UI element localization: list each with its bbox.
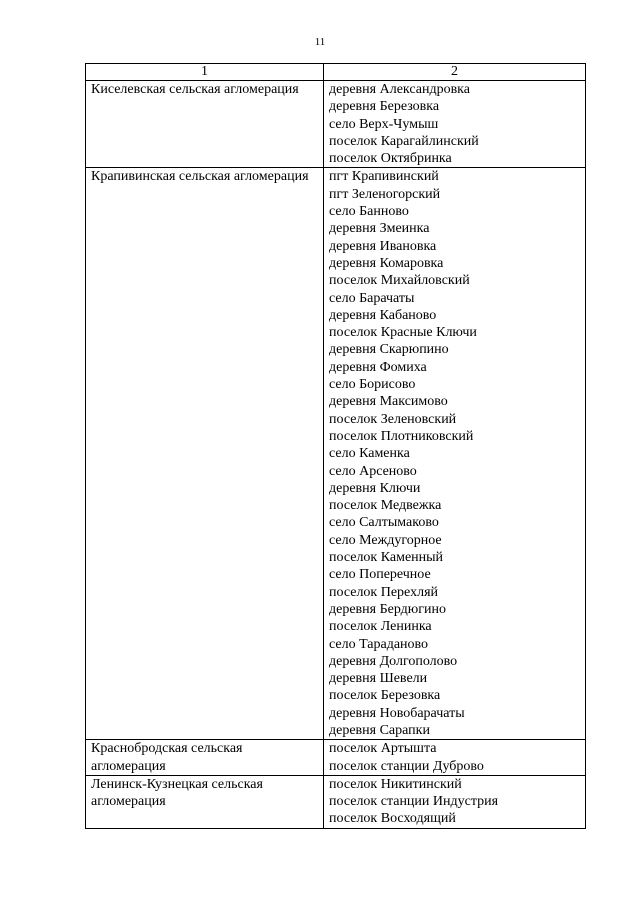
settlement-name: село Арсеново <box>329 463 417 479</box>
table-body <box>86 81 586 829</box>
settlement-name: поселок Березовка <box>329 688 441 704</box>
agglomeration-name: Крапивинская сельская агломерация <box>91 169 309 185</box>
places-cell <box>324 81 586 168</box>
places-cell <box>324 775 586 828</box>
table-row <box>86 740 586 776</box>
settlement-name: село Барачаты <box>329 290 415 306</box>
settlement-name: село Тараданово <box>329 636 429 652</box>
settlement-name: деревня Комаровка <box>329 255 444 271</box>
agglomeration-cell <box>86 168 324 740</box>
settlement-name: деревня Долгополово <box>329 653 458 669</box>
settlement-name: село Салтымаково <box>329 515 439 531</box>
settlement-name: поселок Артышта <box>329 741 437 757</box>
settlement-name: поселок Каменный <box>329 550 444 566</box>
settlement-name: поселок Медвежка <box>329 498 442 514</box>
table-row <box>86 81 586 168</box>
places-cell <box>324 740 586 776</box>
agglomeration-table <box>85 63 586 829</box>
agglomeration-cell <box>86 740 324 776</box>
settlement-name: поселок станции Дуброво <box>329 758 484 774</box>
settlement-name: деревня Шевели <box>329 671 428 687</box>
table-row <box>86 775 586 828</box>
settlement-name: деревня Бердюгино <box>329 601 446 617</box>
settlement-name: деревня Ивановка <box>329 238 437 254</box>
column-header-2: 2 <box>324 64 586 81</box>
settlement-name: деревня Ключи <box>329 480 421 496</box>
agglomeration-cell <box>86 81 324 168</box>
settlement-name: поселок Плотниковский <box>329 428 474 444</box>
agglomeration-cell <box>86 775 324 828</box>
settlement-name: деревня Максимово <box>329 394 448 410</box>
settlement-name: поселок Ленинка <box>329 619 432 635</box>
agglomeration-name: Киселевская сельская агломерация <box>91 82 299 97</box>
page-number: 11 <box>314 36 326 48</box>
settlement-name: поселок Зеленовский <box>329 411 457 427</box>
agglomeration-name: Ленинск-Кузнецкая сельская агломерация <box>91 776 263 810</box>
settlement-name: деревня Фомиха <box>329 359 427 375</box>
settlement-name: деревня Александровка <box>329 82 470 97</box>
settlement-name: село Борисово <box>329 377 416 393</box>
settlement-name: село Каменка <box>329 446 410 462</box>
settlement-name: деревня Скарюпино <box>329 342 449 358</box>
table-row <box>86 168 586 740</box>
settlement-name: пгт Зеленогорский <box>329 186 441 202</box>
table-header-row <box>86 64 586 81</box>
settlement-name: поселок Михайловский <box>329 273 470 289</box>
settlement-name: деревня Змеинка <box>329 221 430 237</box>
places-cell <box>324 168 586 740</box>
settlement-name: деревня Кабаново <box>329 307 437 323</box>
agglomeration-name: Краснобродская сельская агломерация <box>91 741 243 774</box>
settlement-name: село Верх-Чумыш <box>329 116 439 132</box>
settlement-name: поселок Красные Ключи <box>329 325 477 341</box>
settlement-name: деревня Новобарачаты <box>329 705 465 721</box>
settlement-name: пгт Крапивинский <box>329 169 439 185</box>
settlement-name: деревня Сарапки <box>329 722 430 738</box>
settlement-name: поселок станции Индустрия <box>329 794 499 810</box>
settlement-name: деревня Березовка <box>329 99 440 115</box>
settlement-name: поселок Октябринка <box>329 151 452 167</box>
settlement-name: поселок Никитинский <box>329 776 462 792</box>
settlement-name: поселок Карагайлинский <box>329 133 479 149</box>
settlement-name: поселок Восходящий <box>329 811 456 827</box>
column-header-1: 1 <box>86 64 324 81</box>
settlement-name: село Банново <box>329 204 409 220</box>
settlement-name: село Междугорное <box>329 532 442 548</box>
settlement-name: село Поперечное <box>329 567 431 583</box>
settlement-name: поселок Перехляй <box>329 584 438 600</box>
